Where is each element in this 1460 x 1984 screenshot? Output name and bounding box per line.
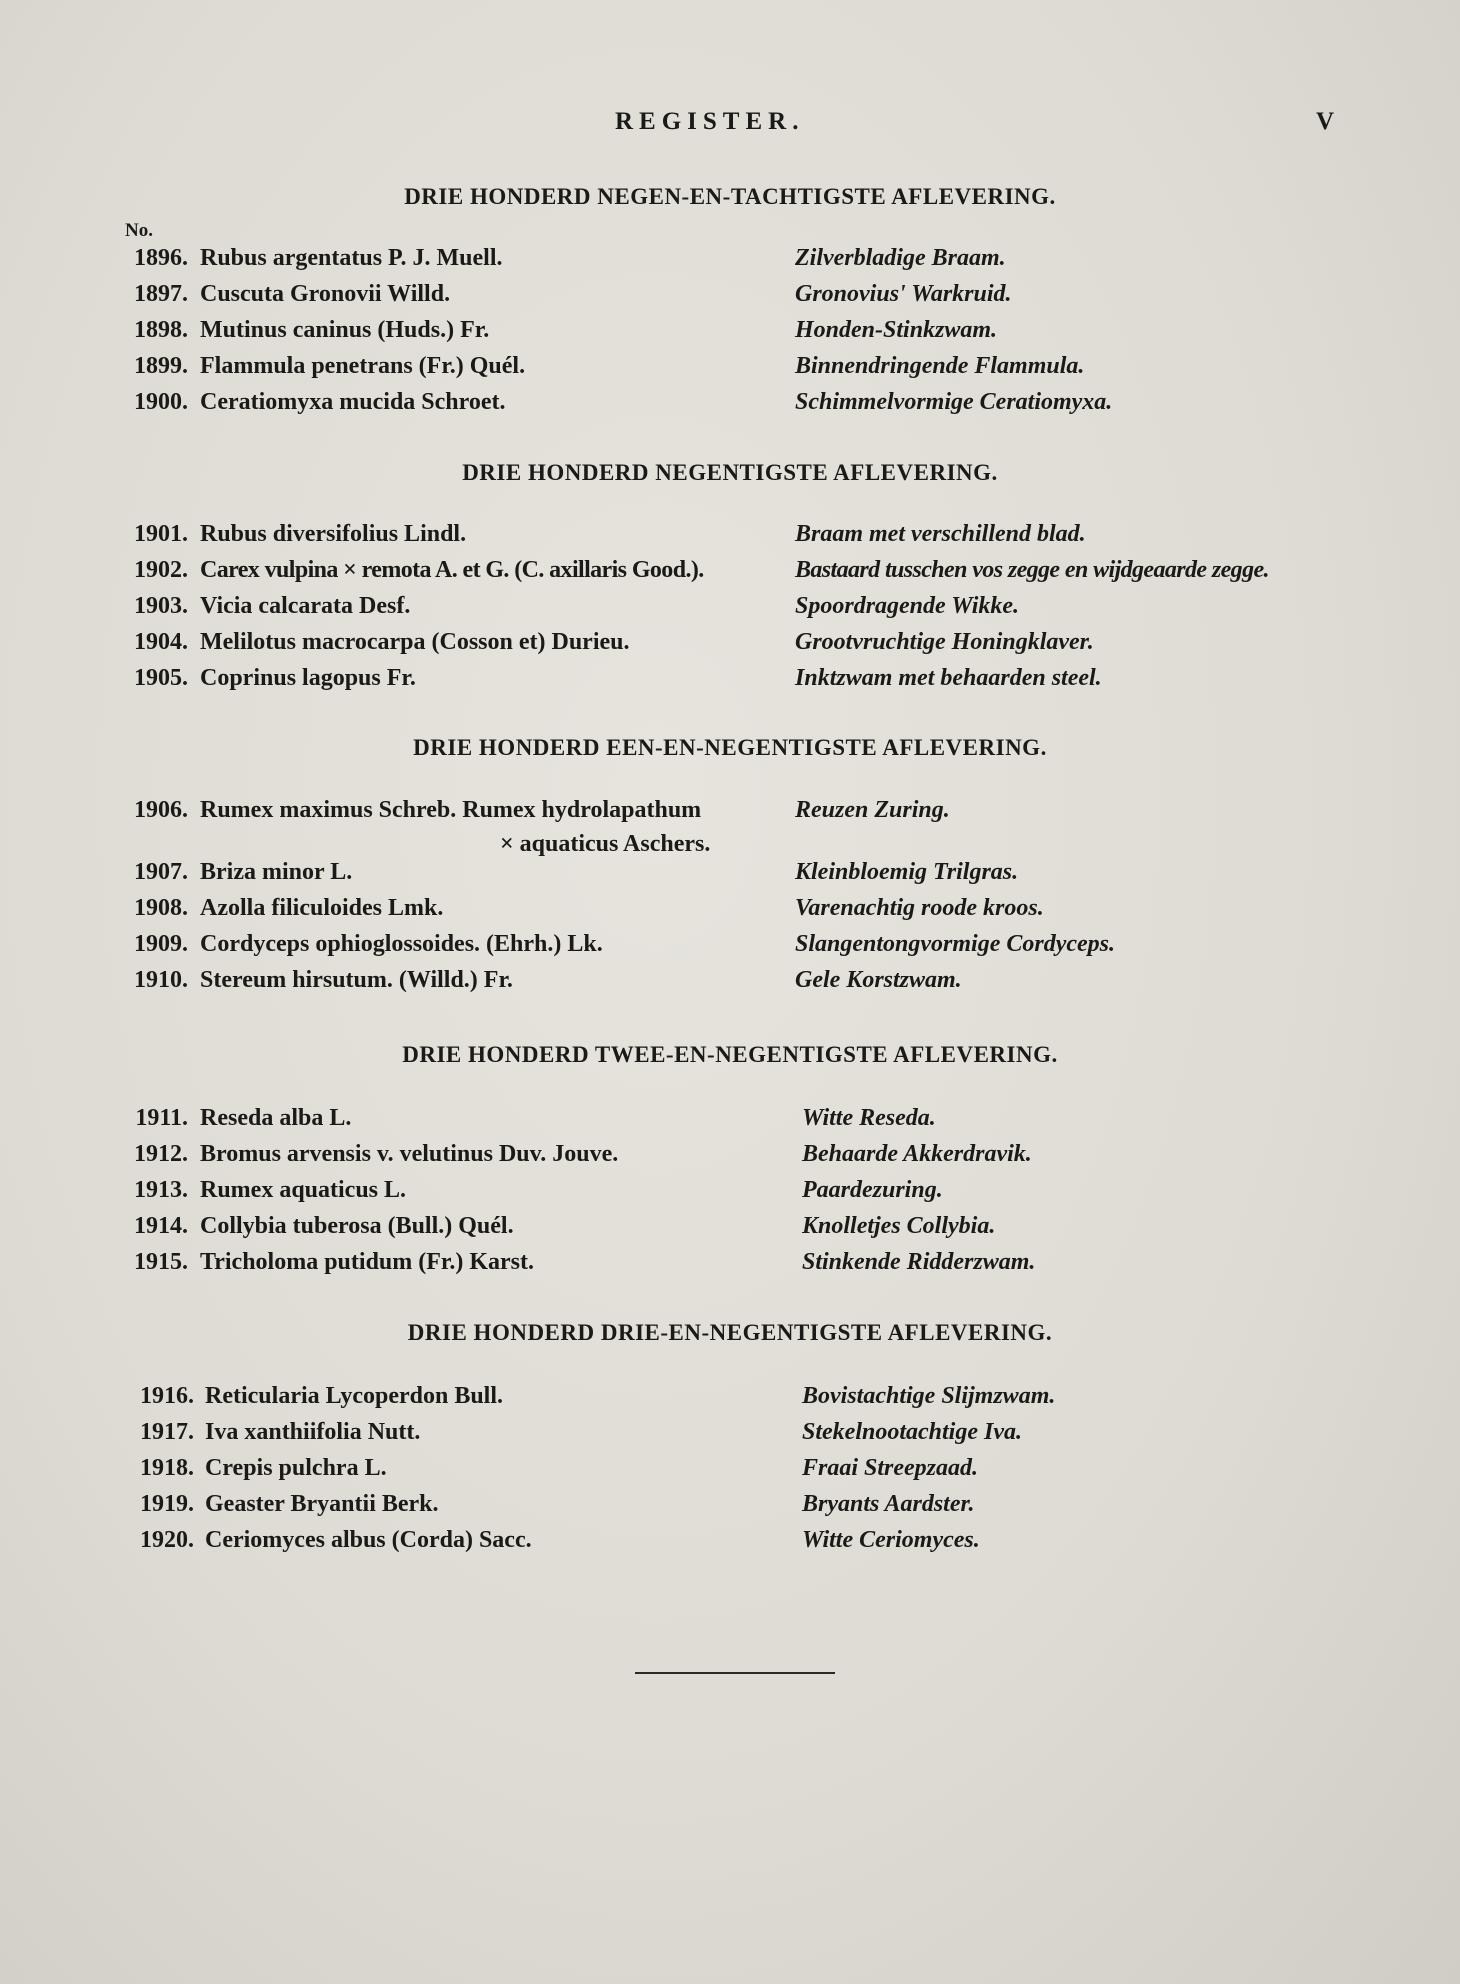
entry-scientific-name: Rumex aquaticus L.: [200, 1177, 407, 1203]
register-entry: [0, 281, 1460, 317]
entry-number: 1918.: [140, 1455, 194, 1481]
entry-scientific-name: Stereum hirsutum. (Willd.) Fr.: [200, 967, 513, 993]
number-column-label: No.: [125, 220, 153, 241]
entry-common-name: Witte Ceriomyces.: [802, 1527, 980, 1553]
entry-common-name: Zilverbladige Braam.: [795, 245, 1006, 271]
entry-number: 1902.: [134, 557, 188, 583]
register-entry: [0, 1383, 1460, 1419]
register-entry: [0, 931, 1460, 967]
entry-scientific-name: Mutinus caninus (Huds.) Fr.: [200, 317, 490, 343]
entry-common-name: Fraai Streepzaad.: [802, 1455, 979, 1481]
entry-number: 1904.: [134, 629, 188, 655]
entry-number: 1900.: [134, 389, 188, 415]
section-heading: DRIE HONDERD NEGENTIGSTE AFLEVERING.: [462, 460, 998, 485]
section-heading: DRIE HONDERD DRIE-EN-NEGENTIGSTE AFLEVERING.: [407, 1320, 1053, 1345]
entry-common-name: Knolletjes Collybia.: [802, 1213, 996, 1239]
entry-number: 1917.: [140, 1419, 194, 1445]
entry-number: 1909.: [134, 931, 188, 957]
entry-scientific-name: Reticularia Lycoperdon Bull.: [205, 1383, 504, 1409]
section-heading: DRIE HONDERD EEN-EN-NEGENTIGSTE AFLEVERING.: [413, 735, 1047, 760]
entry-scientific-name: Geaster Bryantii Berk.: [205, 1491, 439, 1517]
register-entry: [0, 353, 1460, 389]
entry-number: 1910.: [134, 967, 188, 993]
entry-number: 1908.: [134, 895, 188, 921]
entry-scientific-name: Rumex maximus Schreb. Rumex hydrolapathum: [200, 797, 702, 823]
register-entry: [0, 389, 1460, 425]
register-entry: [0, 1491, 1460, 1527]
entry-number: 1903.: [134, 593, 188, 619]
register-entry: [0, 593, 1460, 629]
entry-common-name: Spoordragende Wikke.: [795, 593, 1020, 619]
entry-common-name: Paardezuring.: [802, 1177, 943, 1203]
entry-number: 1907.: [134, 859, 188, 885]
register-entry: [0, 1527, 1460, 1563]
entry-number: 1914.: [134, 1213, 188, 1239]
entry-common-name: Stinkende Ridderzwam.: [802, 1249, 1036, 1275]
entry-number: 1915.: [134, 1249, 188, 1275]
entry-number: 1913.: [134, 1177, 188, 1203]
register-entry: [0, 1455, 1460, 1491]
entry-common-name: Slangentongvormige Cordyceps.: [795, 931, 1116, 957]
entry-scientific-name-continued: × aquaticus Aschers.: [500, 831, 711, 857]
entry-common-name: Bryants Aardster.: [802, 1491, 975, 1517]
entry-scientific-name: Flammula penetrans (Fr.) Quél.: [200, 353, 526, 379]
entry-scientific-name: Rubus argentatus P. J. Muell.: [200, 245, 503, 271]
register-entry: [0, 797, 1460, 867]
entry-number: 1901.: [134, 521, 188, 547]
entry-number: 1899.: [134, 353, 188, 379]
section-heading: DRIE HONDERD TWEE-EN-NEGENTIGSTE AFLEVERING.: [402, 1042, 1058, 1067]
register-entry: [0, 1105, 1460, 1141]
register-entry: [0, 521, 1460, 557]
entry-scientific-name: Crepis pulchra L.: [205, 1455, 387, 1481]
entry-number: 1916.: [140, 1383, 194, 1409]
entry-number: 1898.: [134, 317, 188, 343]
entry-common-name: Honden-Stinkzwam.: [795, 317, 998, 343]
entry-scientific-name: Ceratiomyxa mucida Schroet.: [200, 389, 506, 415]
entry-common-name: Braam met verschillend blad.: [795, 521, 1086, 547]
entry-number: 1905.: [134, 665, 188, 691]
entry-scientific-name: Cuscuta Gronovii Willd.: [200, 281, 451, 307]
entry-scientific-name: Vicia calcarata Desf.: [200, 593, 411, 619]
register-entry: [0, 1177, 1460, 1213]
entry-number: 1897.: [134, 281, 188, 307]
entry-common-name: Bastaard tusschen vos zegge en wijdgeaarde zegge.: [795, 557, 1269, 583]
entry-common-name: Grootvruchtige Honingklaver.: [795, 629, 1094, 655]
register-entry: [0, 895, 1460, 931]
entry-common-name: Stekelnootachtige Iva.: [802, 1419, 1022, 1445]
register-entry: [0, 1419, 1460, 1455]
entry-number: 1911.: [135, 1105, 188, 1131]
register-entry: [0, 1213, 1460, 1249]
entry-common-name: Witte Reseda.: [802, 1105, 936, 1131]
entry-scientific-name: Azolla filiculoides Lmk.: [200, 895, 444, 921]
register-entry: [0, 967, 1460, 1003]
entry-common-name: Varenachtig roode kroos.: [795, 895, 1044, 921]
entry-scientific-name: Reseda alba L.: [200, 1105, 352, 1131]
entry-scientific-name: Rubus diversifolius Lindl.: [200, 521, 467, 547]
entry-scientific-name: Coprinus lagopus Fr.: [200, 665, 416, 691]
entry-scientific-name: Cordyceps ophioglossoides. (Ehrh.) Lk.: [200, 931, 603, 957]
entry-number: 1920.: [140, 1527, 194, 1553]
register-entry: [0, 665, 1460, 701]
register-entry: [0, 245, 1460, 281]
page-header: [0, 108, 1460, 142]
entry-scientific-name: Tricholoma putidum (Fr.) Karst.: [200, 1249, 534, 1275]
register-entry: [0, 1249, 1460, 1285]
entry-common-name: Behaarde Akkerdravik.: [802, 1141, 1032, 1167]
entry-number: 1912.: [134, 1141, 188, 1167]
entry-number: 1919.: [140, 1491, 194, 1517]
register-entry: [0, 317, 1460, 353]
entry-number: 1896.: [134, 245, 188, 271]
entry-scientific-name: Ceriomyces albus (Corda) Sacc.: [205, 1527, 532, 1553]
register-entry: [0, 629, 1460, 665]
entry-scientific-name: Melilotus macrocarpa (Cosson et) Durieu.: [200, 629, 630, 655]
entry-common-name: Gronovius' Warkruid.: [795, 281, 1012, 307]
entry-common-name: Schimmelvormige Ceratiomyxa.: [795, 389, 1113, 415]
register-entry: [0, 859, 1460, 895]
entry-scientific-name: Carex vulpina × remota A. et G. (C. axillaris Good.).: [200, 557, 704, 583]
entry-scientific-name: Collybia tuberosa (Bull.) Quél.: [200, 1213, 514, 1239]
section-heading: DRIE HONDERD NEGEN-EN-TACHTIGSTE AFLEVERING.: [404, 184, 1056, 209]
entry-scientific-name: Bromus arvensis v. velutinus Duv. Jouve.: [200, 1141, 619, 1167]
closing-rule: [635, 1672, 835, 1674]
page-title: REGISTER.: [615, 108, 805, 135]
entry-common-name: Gele Korstzwam.: [795, 967, 962, 993]
register-entry: [0, 557, 1460, 593]
page-number: V: [1316, 108, 1335, 135]
entry-scientific-name: Iva xanthiifolia Nutt.: [205, 1419, 421, 1445]
register-entry: [0, 1141, 1460, 1177]
entry-scientific-name: Briza minor L.: [200, 859, 353, 885]
entry-common-name: Reuzen Zuring.: [795, 797, 950, 823]
entry-common-name: Bovistachtige Slijmzwam.: [802, 1383, 1056, 1409]
entry-common-name: Inktzwam met behaarden steel.: [795, 665, 1102, 691]
entry-number: 1906.: [134, 797, 188, 823]
entry-common-name: Binnendringende Flammula.: [795, 353, 1085, 379]
entry-common-name: Kleinbloemig Trilgras.: [795, 859, 1019, 885]
